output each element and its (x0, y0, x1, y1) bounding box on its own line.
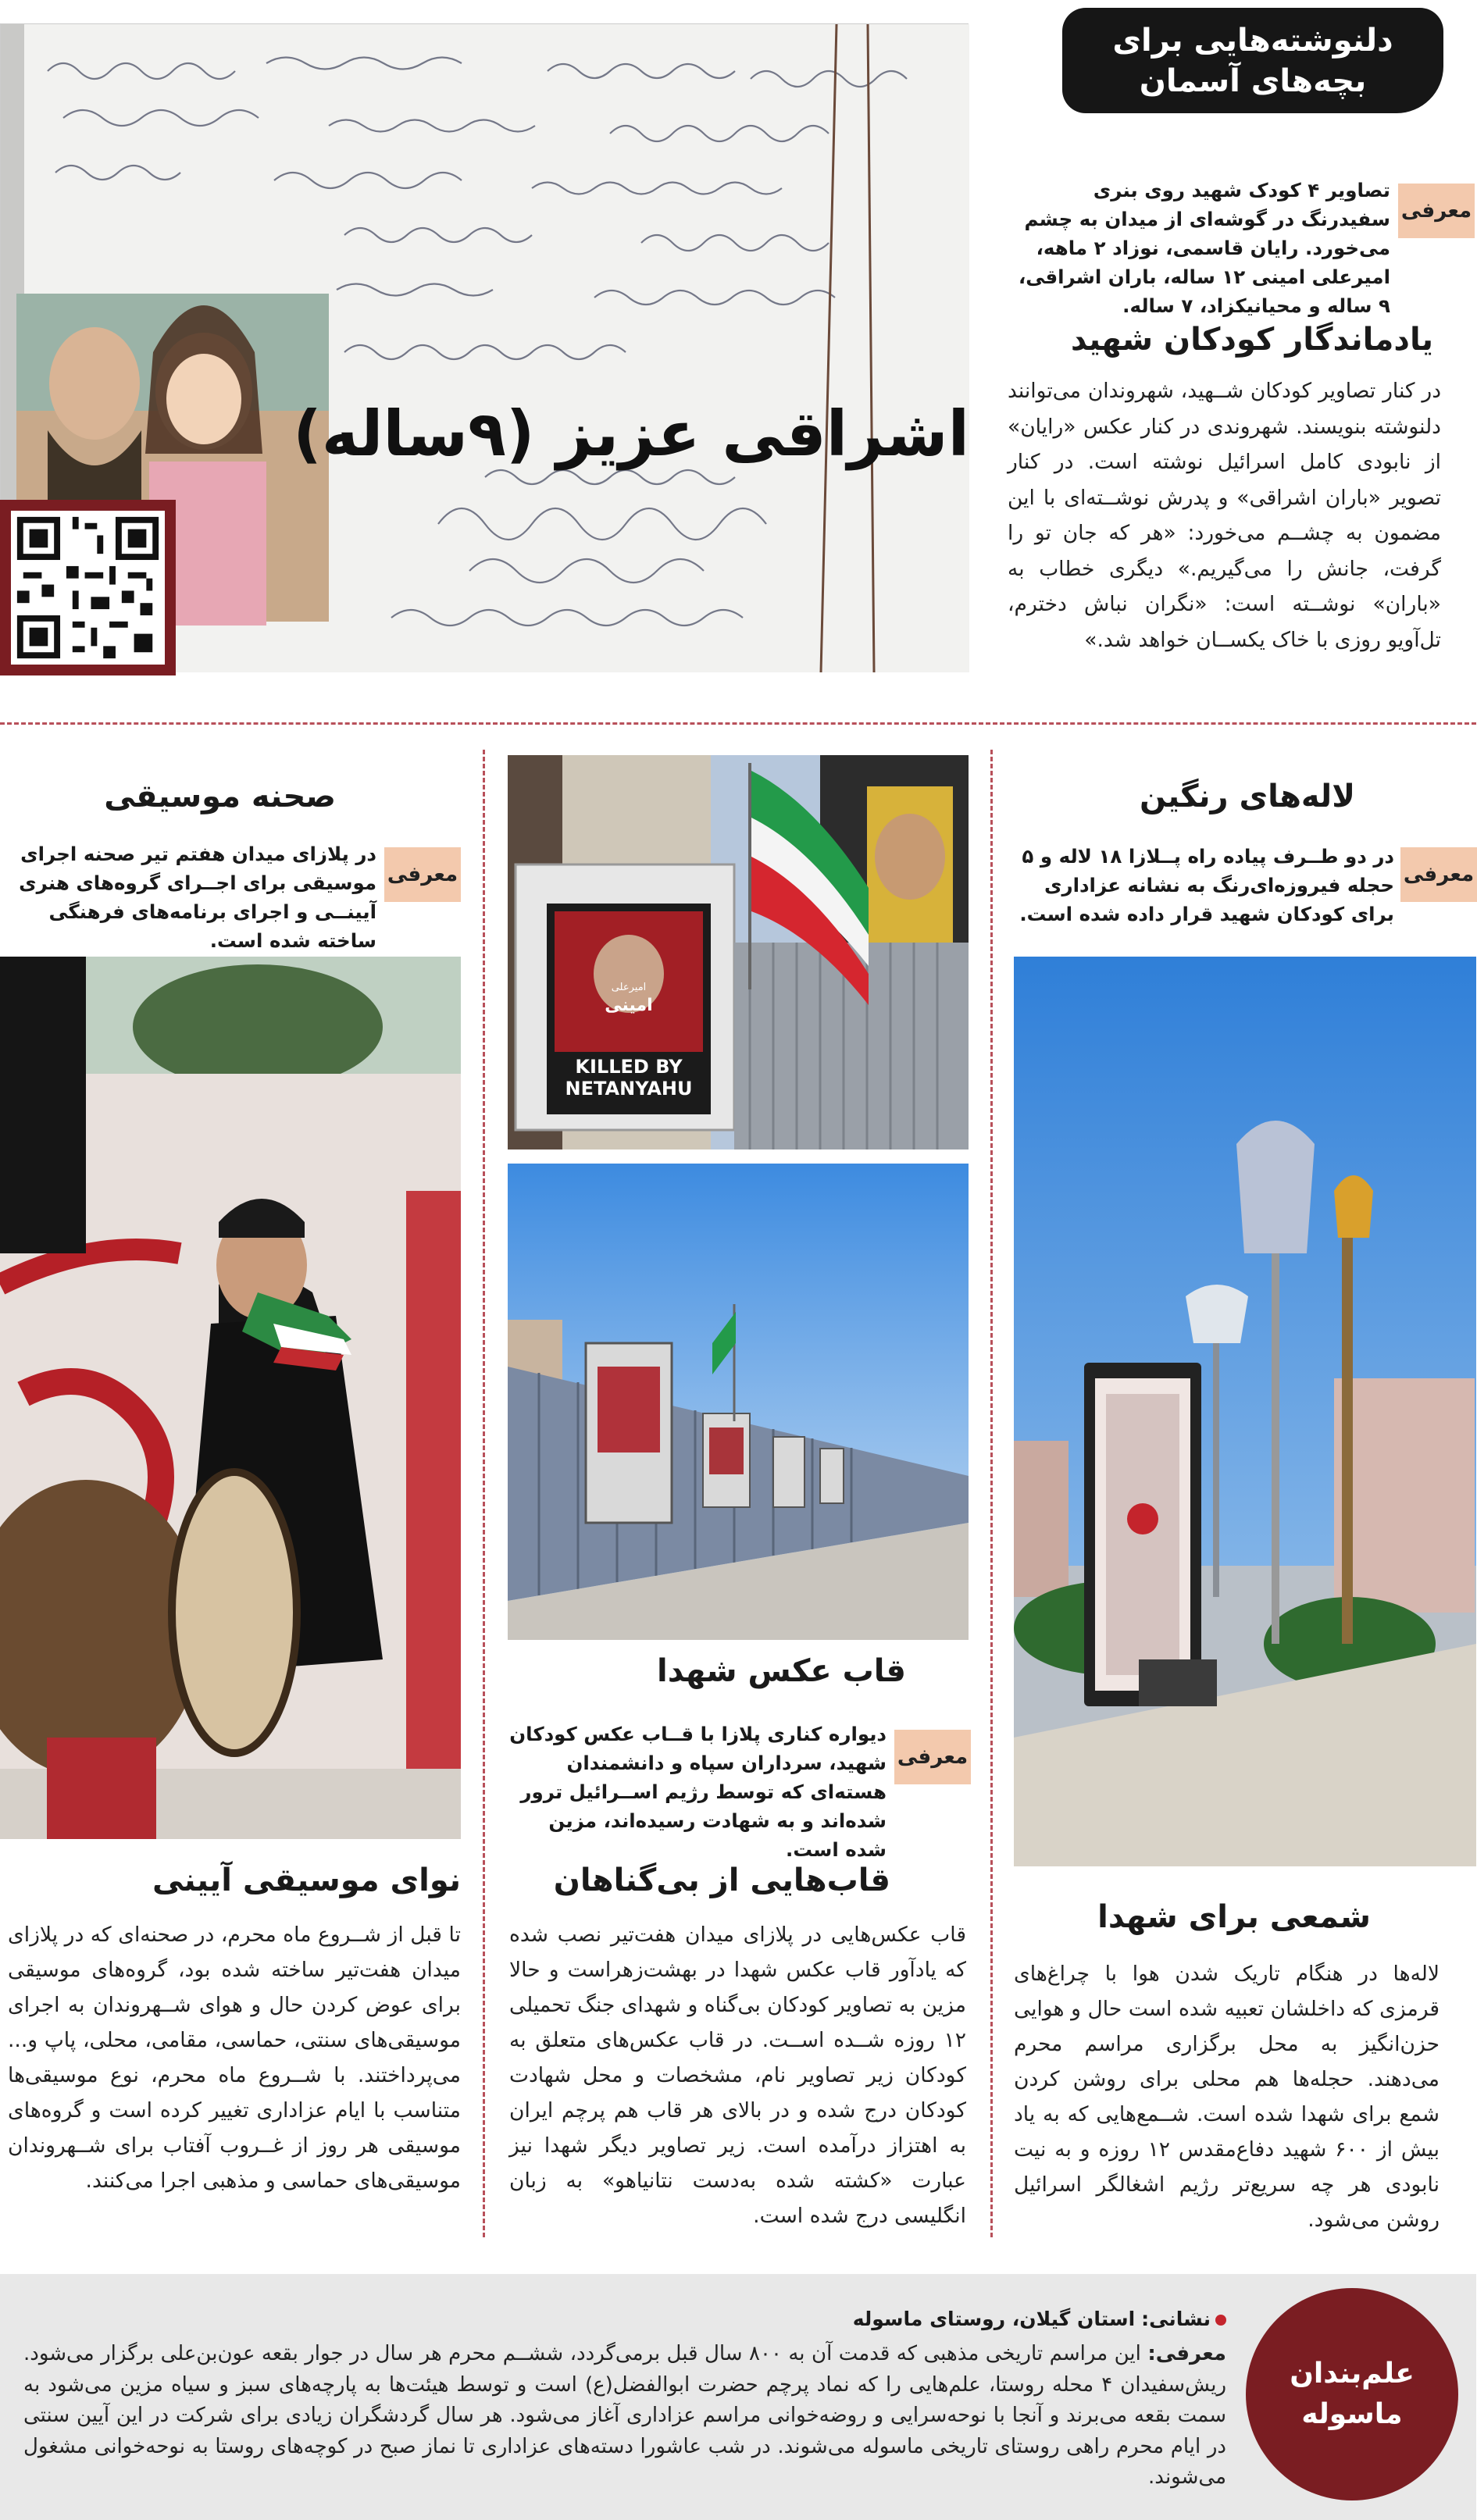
address-label: نشانی: (1141, 2308, 1211, 2330)
poster-photo (508, 755, 969, 1150)
poster-name-small: امیرعلی (611, 982, 647, 993)
address-value: استان گیلان، روستای ماسوله (852, 2308, 1136, 2330)
music-stage-intro: در پلازای میدان هفتم تیر صحنه اجرای موسیقی برای اجــرای گروه‌های هنری آیینــی و اجرای برنامه‌های فرهنگی ساخته شده است. (19, 843, 376, 952)
header-intro: تصاویر ۴ کودک شهید روی بنری سفیدرنگ در گوشه‌ای از میدان به چشم می‌خورد. رایان قاسمی، نوزاد ۲ ماهه، امیرعلی امینی ۱۲ ساله، باران اشراقی، ۹ ساله و محیانیکزاد، ۷ ساله. (1019, 179, 1390, 317)
tulips-intro: در دو طــرف پیاده راه پــلازا ۱۸ لاله و ۵ حجله فیروزه‌ای‌رنگ به نشانه عزاداری برای کودکان شهید قرار داده شده است. (1019, 845, 1394, 925)
frames-tag: معرفی (894, 1730, 971, 1784)
poster-netanyahu: NETANYAHU (565, 1078, 693, 1100)
column-divider-left (483, 750, 485, 2237)
photo-caption: اشراقی عزیز (۹ساله) (293, 397, 969, 470)
qr-code[interactable] (0, 500, 176, 675)
badge-circle-line2: ماسوله (1301, 2398, 1403, 2430)
section-divider (0, 722, 1476, 725)
drummer-scene (0, 957, 461, 1839)
poster-name: امینی (605, 996, 653, 1015)
innocents-body: قاب عکس‌هایی در پلازای میدان هفت‌تیر نصب شده که یادآور قاب عکس شهدا در بهشت‌زهراست و حالا مزین به تصاویر کودکان بی‌گناه و شهدای جنگ تحمیلی ۱۲ روزه شــده اســت. در قاب عکس‌های متعلق به کودکان زیر تصاویر نام، مشخصات و محل شهادت کودکان درج شده و در بالای هر قاب هم پرچم ایران به اهتزاز درآمده است. زیر تصاویر دیگر شهدا نیز عبارت «کشته شده به‌دست نتانیاهو» به زبان انگلیسی درج شده است. (509, 1923, 966, 2228)
poster-killed-by: KILLED BY (575, 1056, 683, 1078)
frames-intro: دیواره کناری پلازا با قــاب عکس کودکان شهید، سرداران سپاه و دانشمندان هسته‌ای که توسط رژیم اســرائیل ترور شده‌اند و به شهادت رسیده‌اند، مزین شده است. (509, 1723, 887, 1861)
intro-value: این مراسم تاریخی مذهبی که قدمت آن به ۸۰۰ سال قبل برمی‌گردد، ششــم محرم هر سال در جوار بقعه عون‌بن‌علی برگزار می‌شود. ریش‌سفیدان ۴ محله روستا، علم‌هایی را که نماد پرچم حضرت ابوالفضل(ع) است و توسط هیئت‌ها به پارچه‌های سبز و سیاه مزین می‌شود به سمت بقعه می‌برند و آنجا با نوحه‌سرایی و روضه‌خوانی مراسم عزاداری آغاز می‌شود. هر سال گردشگران زیادی برای شرکت در این آیین سنتی در ایام محرم راهی روستای تاریخی ماسوله می‌شوند. در شب عاشورا دسته‌های عزاداری تا نماز صبح در کوچه‌های روستا به نوحه‌خوانی مشغول می‌شوند. (23, 2342, 1226, 2489)
qr-code-icon (11, 511, 165, 665)
header-title: یادماندگار کودکان شهید (1070, 322, 1433, 358)
frames-scene (508, 1164, 969, 1640)
frames-title: قاب عکس شهدا (657, 1653, 906, 1689)
intro-label: معرفی: (1147, 2342, 1227, 2365)
masouleh-badge (1246, 2288, 1458, 2500)
ritual-music-title: نوای موسیقی آیینی (152, 1862, 461, 1898)
ritual-music-body: تا قبل از شــروع ماه محرم، در صحنه‌ای که در پلازای میدان هفت‌تیر ساخته شده بود، گروه‌های موسیقی برای عوض کردن حال و هوای شــهروندان به اجرای موسیقی‌های سنتی، حماسی، مقامی، محلی، پاپ و... می‌پرداختند. با شــروع ماه محرم، نوع موسیقی‌ها متناسب با ایام عزاداری تغییر کرده است و گروه‌های موسیقی هر روز از غــروب آفتاب برای شــهروندان موسیقی‌های حماسی و مذهبی اجرا می‌کنند. (8, 1923, 461, 2193)
candle-title: شمعی برای شهدا (1097, 1899, 1371, 1935)
music-stage-tag: معرفی (384, 847, 461, 902)
footer-intro (23, 2339, 1226, 2493)
music-stage-title: صحنه موسیقی (104, 779, 336, 814)
tulips-title: لاله‌های رنگین (1139, 779, 1355, 814)
section-badge (1062, 8, 1443, 113)
badge-line1: دلنوشته‌هایی برای (1112, 22, 1393, 59)
badge-circle-line1: علم‌بندان (1290, 2358, 1415, 2390)
tulips-tag: معرفی (1400, 847, 1477, 902)
tulips-scene (1014, 957, 1476, 1866)
badge-line2: بچه‌های آسمان (1139, 62, 1367, 99)
footer-address (23, 2304, 1226, 2335)
column-divider-right (990, 750, 993, 2237)
candle-body: لاله‌ها در هنگام تاریک شدن هوا با چراغ‌های قرمزی که داخلشان تعبیه شده است حال و هوایی حزن‌انگیز به محل برگزاری مراسم محرم می‌دهند. حجله‌ها هم محلی برای روشن کردن شمع برای شهدا شده است. شــمع‌هایی که به یاد بیش از ۶۰۰ شهید دفاع‌مقدس ۱۲ روزه و به نیت نابودی هر چه سریع‌تر رژیم اشغالگر اسرائیل روشن می‌شود. (1014, 1962, 1440, 2232)
intro-tag: معرفی (1398, 184, 1475, 238)
frames-photo (508, 1164, 969, 1640)
header-body: در کنار تصاویر کودکان شــهید، شهروندان می‌توانند دلنوشته بنویسند. شهروندی در کنار عکس «رایان» از نابودی کامل اسرائیل نوشته است. در کنار تصویر «باران اشراقی» و پدرش نوشــته‌ای با این مضمون به چشــم می‌خورد: «هر که جان تو را گرفت، جانش را می‌گیریم.» دیگری خطاب به «باران» نوشــته است: «نگران نباش دخترم، تل‌آویو روزی با خاک یکســان خواهد شد.» (1008, 379, 1441, 652)
bullet-icon (1215, 2315, 1226, 2326)
innocents-title: قاب‌هایی از بی‌گناهان (553, 1862, 890, 1898)
drummer-photo (0, 957, 461, 1839)
tulips-photo (1014, 957, 1476, 1866)
